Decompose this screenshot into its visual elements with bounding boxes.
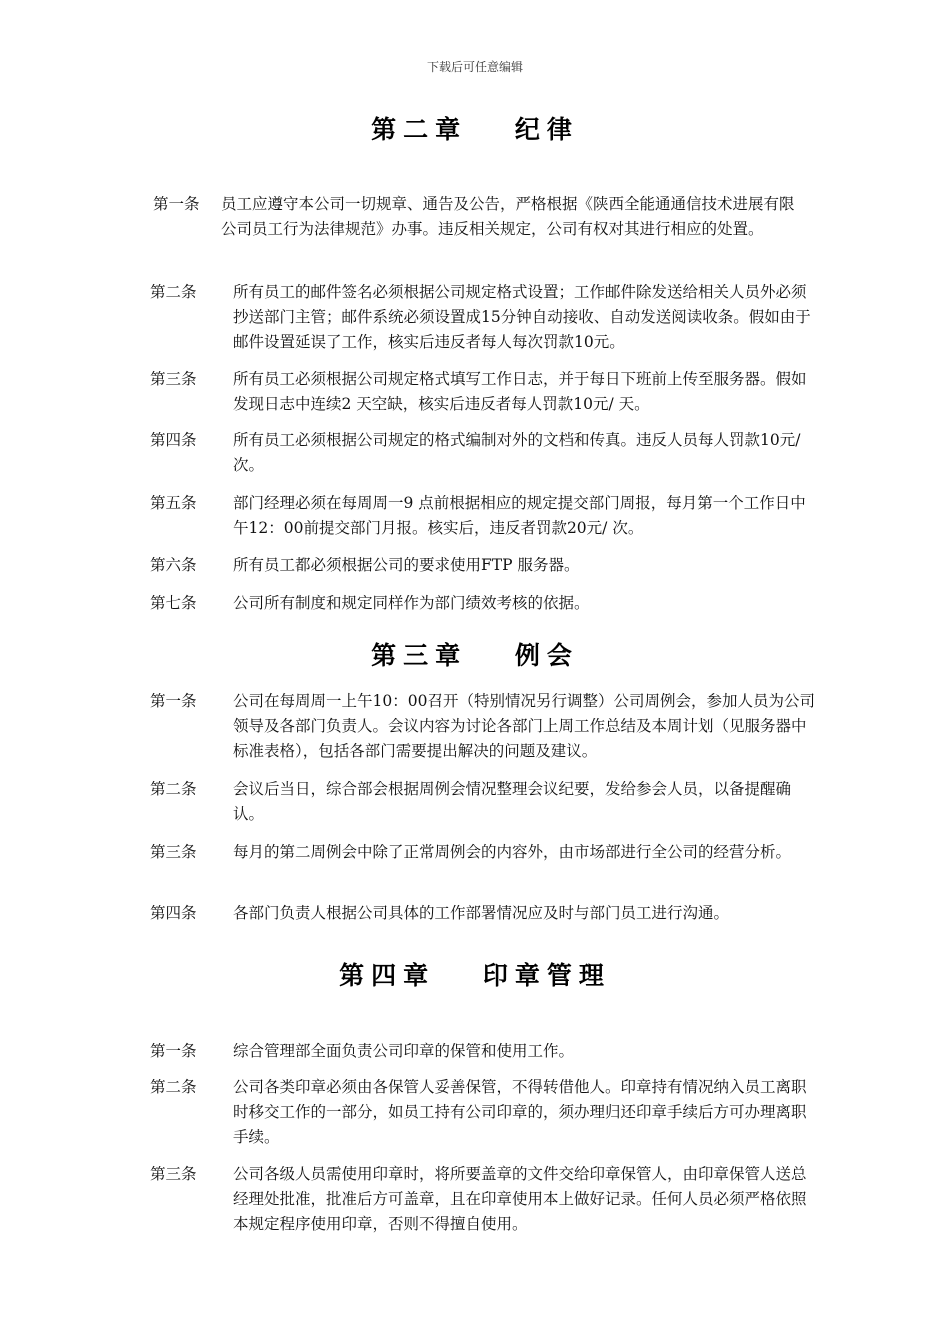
article-text: 会议后当日，综合部会根据周例会情况整理会议纪要，发给参会人员，以备提醒确认。: [233, 780, 792, 823]
article-number: 第一条: [153, 195, 200, 213]
article-number: 第五条: [150, 494, 197, 512]
article-text: 公司在每周周一上午10：00召开（特别情况另行调整）公司周例会，参加人员为公司领导及各部门负责人。会议内容为讨论各部门上周工作总结及本周计划（见服务器中标准表格），包括各部门需要提出解决的问题及建议。: [233, 692, 815, 760]
chapter-title: 第三章 例会: [371, 641, 579, 670]
article-number: 第六条: [150, 556, 197, 574]
article-number: 第二条: [150, 1078, 197, 1096]
article-text: 所有员工必须根据公司规定格式填写工作日志，并于每日下班前上传至服务器。假如发现日志中连续2 天空缺，核实后违反者每人罚款10元/ 天。: [233, 370, 807, 413]
article-number: 第三条: [150, 843, 197, 861]
article-number: 第三条: [150, 370, 197, 388]
article-text: 每月的第二周例会中除了正常周例会的内容外，由市场部进行全公司的经营分析。: [233, 843, 792, 861]
article-text: 公司所有制度和规定同样作为部门绩效考核的依据。: [233, 594, 590, 612]
article-text: 所有员工必须根据公司规定的格式编制对外的文档和传真。违反人员每人罚款10元/ 次。: [233, 431, 801, 474]
article-number: 第四条: [150, 431, 197, 449]
article-text: 所有员工的邮件签名必须根据公司规定格式设置；工作邮件除发送给相关人员外必须抄送部门主管；邮件系统必须设置成15分钟自动接收、自动发送阅读收条。假如由于邮件设置延误了工作，核实后违反者每人每次罚款10元。: [233, 283, 811, 351]
article-text: 公司各类印章必须由各保管人妥善保管，不得转借他人。印章持有情况纳入员工离职时移交工作的一部分，如员工持有公司印章的，须办理归还印章手续后方可办理离职手续。: [233, 1078, 807, 1146]
article-text: 员工应遵守本公司一切规章、通告及公告，严格根据《陕西全能通通信技术进展有限公司员工行为法律规范》办事。违反相关规定，公司有权对其进行相应的处置。: [221, 195, 795, 238]
article-text: 综合管理部全面负责公司印章的保管和使用工作。: [233, 1042, 575, 1060]
article-number: 第四条: [150, 904, 197, 922]
article-text: 公司各级人员需使用印章时，将所要盖章的文件交给印章保管人，由印章保管人送总经理处批准，批准后方可盖章，且在印章使用本上做好记录。任何人员必须严格依照本规定程序使用印章，否则不得擅自使用。: [233, 1165, 807, 1233]
article-number: 第一条: [150, 1042, 197, 1060]
header-note: 下载后可任意编辑: [426, 60, 523, 74]
article-number: 第一条: [150, 692, 197, 710]
article-number: 第二条: [150, 780, 197, 798]
chapter-title: 第四章 印章管理: [339, 961, 611, 990]
article-text: 各部门负责人根据公司具体的工作部署情况应及时与部门员工进行沟通。: [233, 904, 730, 922]
article-number: 第二条: [150, 283, 197, 301]
article-text: 所有员工都必须根据公司的要求使用FTP 服务器。: [233, 556, 580, 574]
article-number: 第七条: [150, 594, 197, 612]
article-text: 部门经理必须在每周周一9 点前根据相应的规定提交部门周报，每月第一个工作日中午12：00前提交部门月报。核实后，违反者罚款20元/ 次。: [233, 494, 806, 537]
chapter-title: 第二章 纪律: [371, 115, 579, 144]
article-number: 第三条: [150, 1165, 197, 1183]
